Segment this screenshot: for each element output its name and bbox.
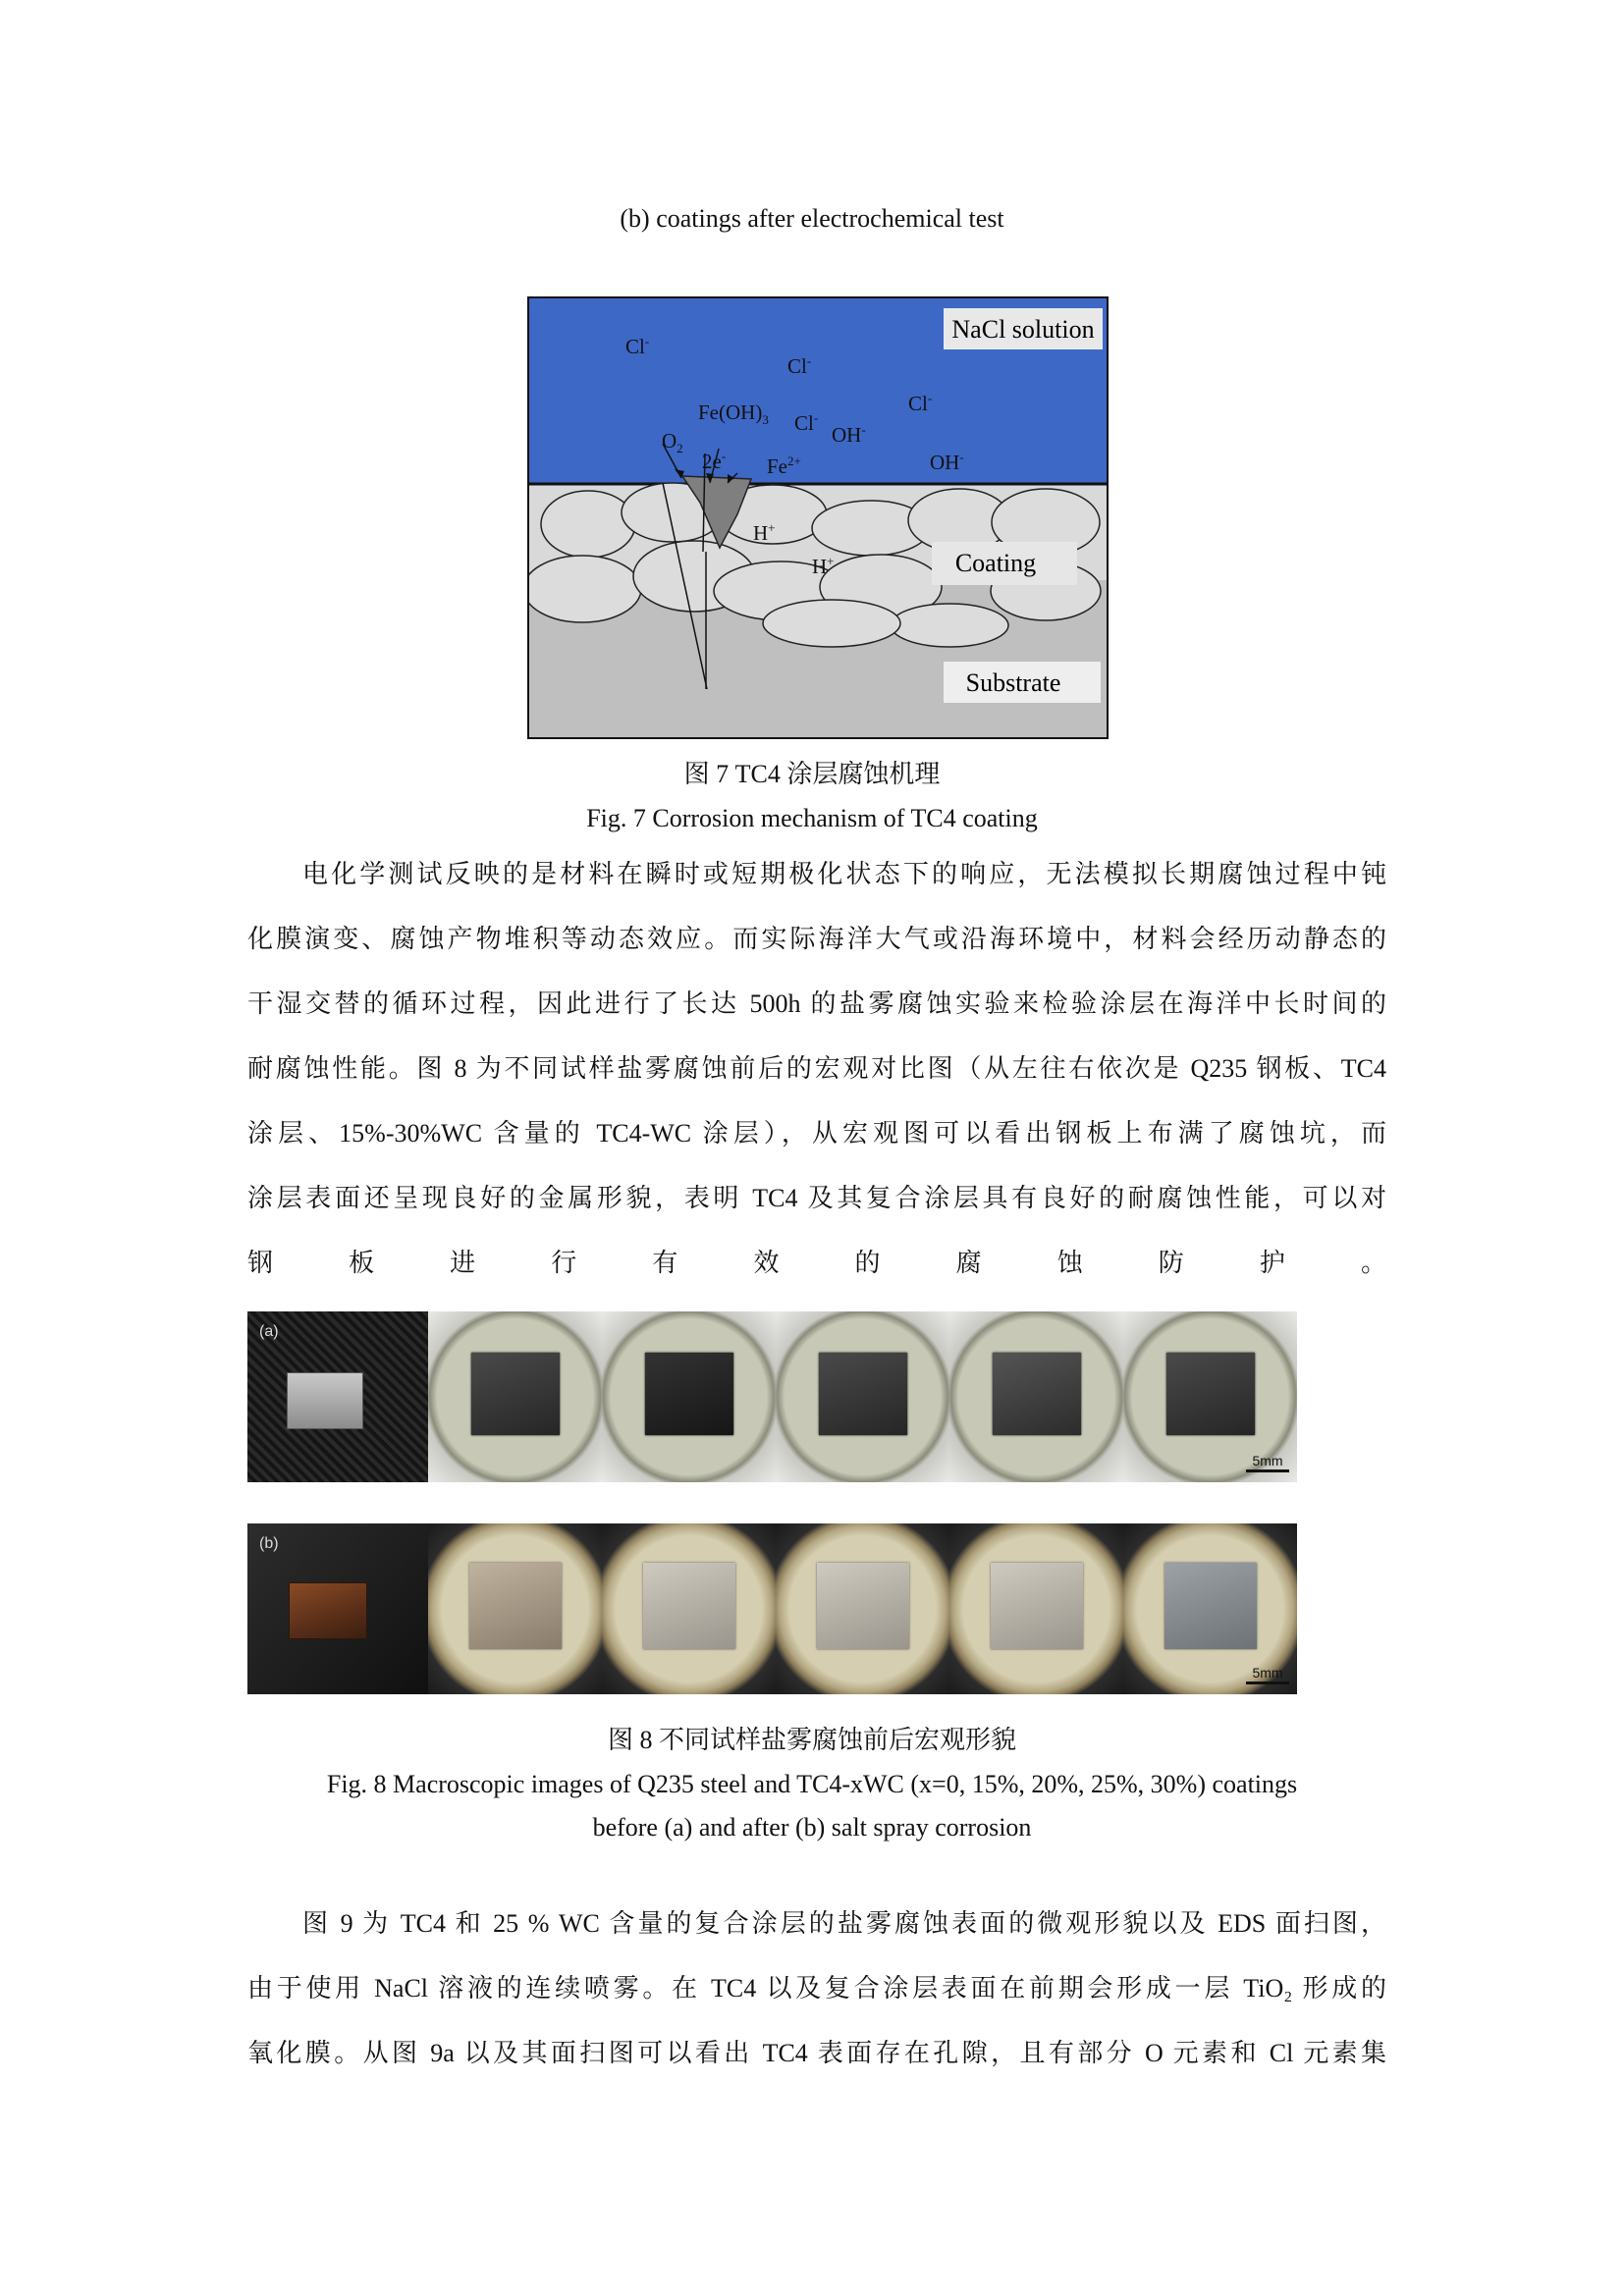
text-line: 化膜演变、腐蚀产物堆积等动态效应。而实际海洋大气或沿海环境中，材料会经历动静态的: [247, 925, 1386, 953]
coating-sample-photo: [428, 1523, 602, 1694]
svg-text:H+: H+: [753, 520, 776, 545]
text-line: 氧化膜。从图 9a 以及其面扫图可以看出 TC4 表面存在孔隙，且有部分 O 元素和 Cl 元素集: [247, 2039, 1386, 2067]
text-line: 由于使用 NaCl 溶液的连续喷雾。在 TC4 以及复合涂层表面在前期会形成一层 TiO₂ 形成的: [247, 1974, 1386, 2002]
iron-hydroxide-label: Fe(OH): [698, 400, 763, 424]
scale-bar: 5mm: [1246, 1665, 1289, 1684]
coating-sample-photo: [776, 1523, 949, 1694]
fig8-caption-en-line-1: Fig. 8 Macroscopic images of Q235 steel and TC4-xWC (x=0, 15%, 20%, 25%, 30%) coatings: [326, 1770, 1298, 1798]
hydroxide-label: OH: [930, 451, 960, 474]
fig8-caption-en-line-2: before (a) and after (b) salt spray corrosion: [592, 1813, 1032, 1842]
coating-sample-photo: [949, 1523, 1123, 1694]
hydrogen-ion-label: H: [812, 555, 828, 578]
text-line: 涂层表面还呈现良好的金属形貌，表明 TC4 及其复合涂层具有良好的耐腐蚀性能，可以对: [247, 1184, 1386, 1212]
scale-bar: 5mm: [1246, 1453, 1289, 1472]
coating-sample-photo: [1123, 1311, 1297, 1482]
svg-text:Cl-: Cl-: [625, 334, 650, 358]
text-line: 钢板进行有效的腐蚀防护。: [247, 1249, 1386, 1277]
svg-text:OH-: OH-: [832, 422, 866, 447]
fig8-panel-b: [247, 1523, 1298, 1694]
chloride-ion-label: Cl: [787, 354, 807, 378]
coating-sample-photo: [602, 1311, 776, 1482]
fig7-caption-cn: 图 7 TC4 涂层腐蚀机理: [683, 760, 941, 788]
hydrogen-ion-label: H: [753, 521, 769, 545]
substrate-label: Substrate: [965, 668, 1061, 697]
svg-text:OH-: OH-: [930, 450, 964, 474]
hydroxide-label: OH: [832, 423, 862, 447]
text-line: 涂层、15%-30%WC 含量的 TC4-WC 涂层），从宏观图可以看出钢板上布满了腐蚀坑，而: [247, 1119, 1386, 1148]
nacl-solution-label: NaCl solution: [951, 315, 1095, 344]
chloride-ion-label: Cl: [625, 335, 645, 358]
svg-text:O2: $O_2$: [662, 429, 683, 455]
fig8-caption-cn: 图 8 不同试样盐雾腐蚀前后宏观形貌: [607, 1726, 1016, 1754]
text-line: 电化学测试反映的是材料在瞬时或短期极化状态下的响应，无法模拟长期腐蚀过程中钝: [302, 860, 1386, 888]
panel-label: (a): [259, 1323, 279, 1340]
panel-label: (b): [259, 1535, 279, 1552]
svg-text:Fe(OH)3: $Fe(OH)_3$: [698, 400, 769, 427]
coating-sample-photo: [776, 1311, 949, 1482]
fig8-panel-a: [247, 1311, 1298, 1482]
oxygen-label: O: [662, 429, 677, 453]
svg-text:Fe2+: $Fe^{2+}$: [767, 454, 801, 478]
body-paragraph-2: [247, 1892, 1386, 2086]
coating-label: Coating: [954, 549, 1037, 577]
coating-sample-photo: [602, 1523, 776, 1694]
coating-sample-photo: [428, 1311, 602, 1482]
svg-text:Cl-: Cl-: [908, 391, 933, 415]
text-line: 图 9 为 TC4 和 25 % WC 含量的复合涂层的盐雾腐蚀表面的微观形貌以及 EDS 面扫图，: [302, 1909, 1386, 1938]
coating-sample-photo: [949, 1311, 1123, 1482]
q235-steel-photo: [247, 1311, 428, 1482]
electron-label: 2e: [702, 450, 722, 473]
figure-subcaption: (b) coatings after electrochemical test: [620, 204, 1004, 233]
text-line: 耐腐蚀性能。图 8 为不同试样盐雾腐蚀前后的宏观对比图（从左往右依次是 Q235 钢板、TC4: [247, 1054, 1386, 1083]
coating-sample-photo: [1123, 1523, 1297, 1694]
chloride-ion-label: Cl: [908, 392, 928, 415]
corrosion-mechanism-diagram: [527, 296, 1109, 739]
svg-text:Cl-: Cl-: [794, 410, 819, 435]
svg-text:Cl-: Cl-: [787, 353, 812, 378]
svg-text:H+: H+: [812, 554, 835, 578]
chloride-ion-label: Cl: [794, 411, 814, 435]
svg-text:2e-: 2e-: [702, 449, 727, 473]
text-line: 干湿交替的循环过程，因此进行了长达 500h 的盐雾腐蚀实验来检验涂层在海洋中长时间的: [247, 989, 1386, 1018]
body-paragraph-1: [247, 842, 1386, 1296]
ferrous-ion-label: Fe: [767, 454, 787, 478]
fig7-caption-en: Fig. 7 Corrosion mechanism of TC4 coating: [586, 804, 1038, 832]
q235-steel-photo: [247, 1523, 428, 1694]
